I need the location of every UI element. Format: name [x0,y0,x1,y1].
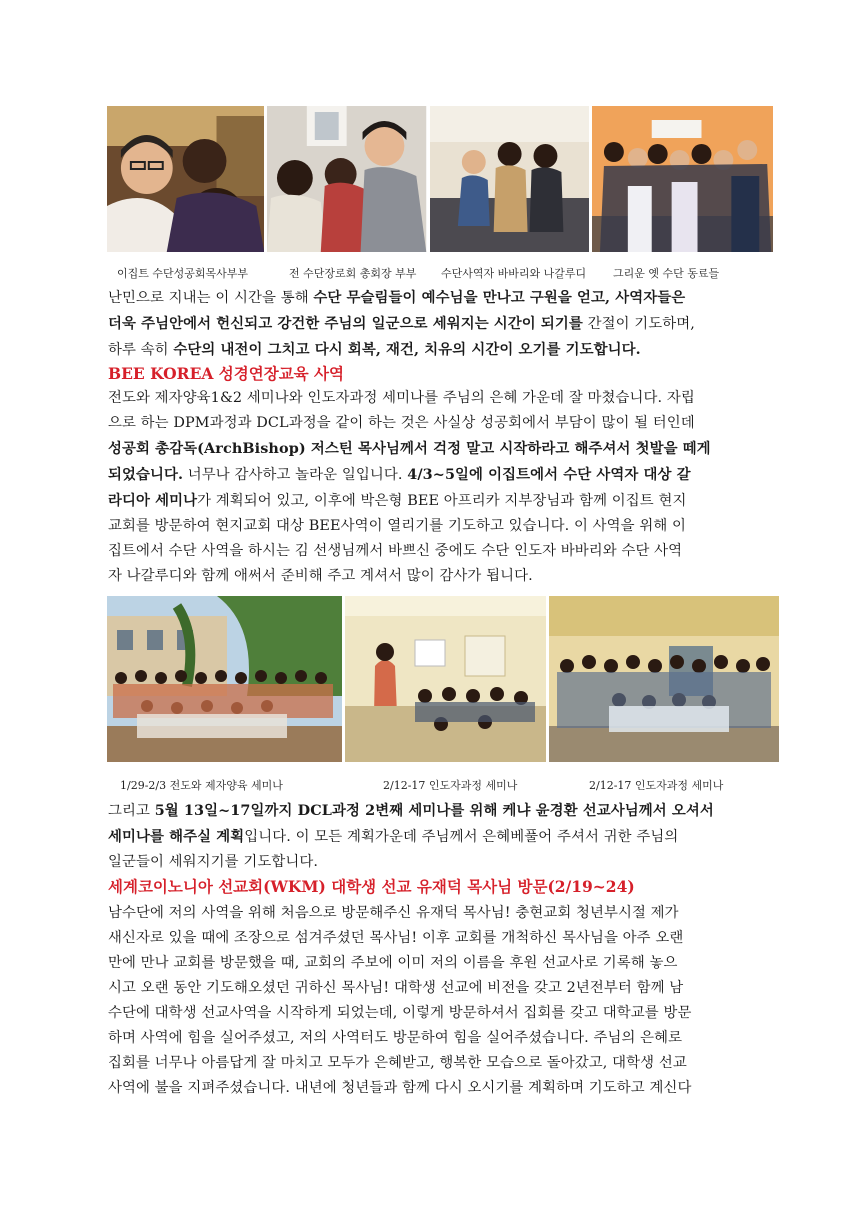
paragraph-wkm-visit: 남수단에 저의 사역을 위해 처음으로 방문해주신 유재덕 목사님! 충현교회 청년부시절 제가 새신자로 있을 때에 조장으로 섬겨주셨던 목사님! 이후 교회를 개척하신 목사님을 아주 오랜 만에 만나 교회를 방문했을 때, 교회의 주보에 이미 저의 이름을 후원 선교사로 기록해 놓으 시고 오랜 동안 기도해오셨던 귀하신 목사님! 대학생 선교에 비전을 갖고 2년전부터 함께 남 수단에 대학생 선교사역을 시작하게 되었는데, 이렇게 방문하셔서 집회를 갖고 대학교를 방문 하며 사역에 힘을 실어주셨고, 저의 사역터도 방문하여 힘을 실어주셨습니다. 주님의 은혜로 집회를 너무나 아름답게 잘 마치고 모두가 은혜받고, 행복한 모습으로 돌아갔고, 대학생 선교 사역에 불을 지펴주셨습니다. 내년에 청년들과 함께 다시 오시기를 계획하며 기도하고 계신다 [108,905,692,1096]
top-photo-row [107,106,773,252]
caption-seminar-1: 1/29-2/3 전도와 제자양육 세미나 [120,779,283,792]
photo-leader-course-group [549,596,779,762]
top-photo-captions [117,265,719,281]
photo-leader-course-classroom [345,596,546,762]
photo-evangelism-seminar-group [107,596,342,762]
paragraph-bee-ministry: 전도와 제자양육1&2 세미나와 인도자과정 세미나를 주님의 은혜 가운데 잘 마쳤습니다. 자립 으로 하는 DPM과정과 DCL과정을 같이 하는 것은 사실상 성공회에서 부담이 많이 될 터인데 성공회 총감독(ArchBishop) 저스틴 목사님께서 걱정 말고 시작하라고 해주셔서 첫발을 떼게 되었습니다. 너무나 감사하고 놀라운 일입니다. 4/3~5일에 이집트에서 수단 사역자 대상 갈 라디아 세미나가 계획되어 있고, 이후에 박은형 BEE 아프리카 지부장님과 함께 이집트 현지 교회를 방문하여 현지교회 대상 BEE사역이 열리기를 기도하고 있습니다. 이 사역을 위해 이 집트에서 수단 사역을 하시는 김 선생님께서 바쁘신 중에도 수단 인도자 바바리와 수단 사역 자 나갈루디와 함께 애써서 준비해 주고 계셔서 많이 감사가 됩니다. [108,390,711,584]
photo-egypt-pastor-couple [107,106,264,252]
caption-photo-4: 그리운 옛 수단 동료들 [613,267,720,280]
caption-photo-3: 수단사역자 바바리와 나갈루디 [441,267,587,280]
seminar-photo-row [107,596,779,762]
photo-former-presbyterian-moderator [267,106,426,252]
paragraph-refugee-prayer: 난민으로 지내는 이 시간을 통해 수단 무슬림들이 예수님을 만나고 구원을 얻고, 사역자들은 더욱 주님안에서 헌신되고 강건한 주님의 일군으로 세워지는 시간이 되기를 간절이 기도하며, 하루 속히 수단의 내전이 그치고 다시 회복, 재건, 치유의 시간이 오기를 기도합니다. [108,289,695,358]
heading-wkm-visit: 세계코이노니아 선교회(WKM) 대학생 선교 유재덕 목사님 방문(2/19~24) [108,877,635,896]
photo-former-sudan-colleagues [592,106,773,252]
paragraph-dcl-plan: 그리고 5월 13일~17일까지 DCL과정 2변째 세미나를 위해 케냐 윤경환 선교사님께서 오셔서 세미나를 해주실 계획입니다. 이 모든 계획가운데 주님께서 은혜베풀어 주셔서 귀한 주님의 일군들이 세워지기를 기도합니다. [108,802,714,870]
seminar-photo-captions [120,777,723,793]
caption-photo-1: 이집트 수단성공회목사부부 [117,267,249,280]
photo-sudan-workers [430,106,589,252]
caption-photo-2: 전 수단장로회 총회장 부부 [289,267,417,280]
heading-bee-korea: BEE KOREA 성경연장교육 사역 [108,364,344,383]
caption-seminar-3: 2/12-17 인도자과정 세미나 [589,779,724,792]
caption-seminar-2: 2/12-17 인도자과정 세미나 [383,779,518,792]
